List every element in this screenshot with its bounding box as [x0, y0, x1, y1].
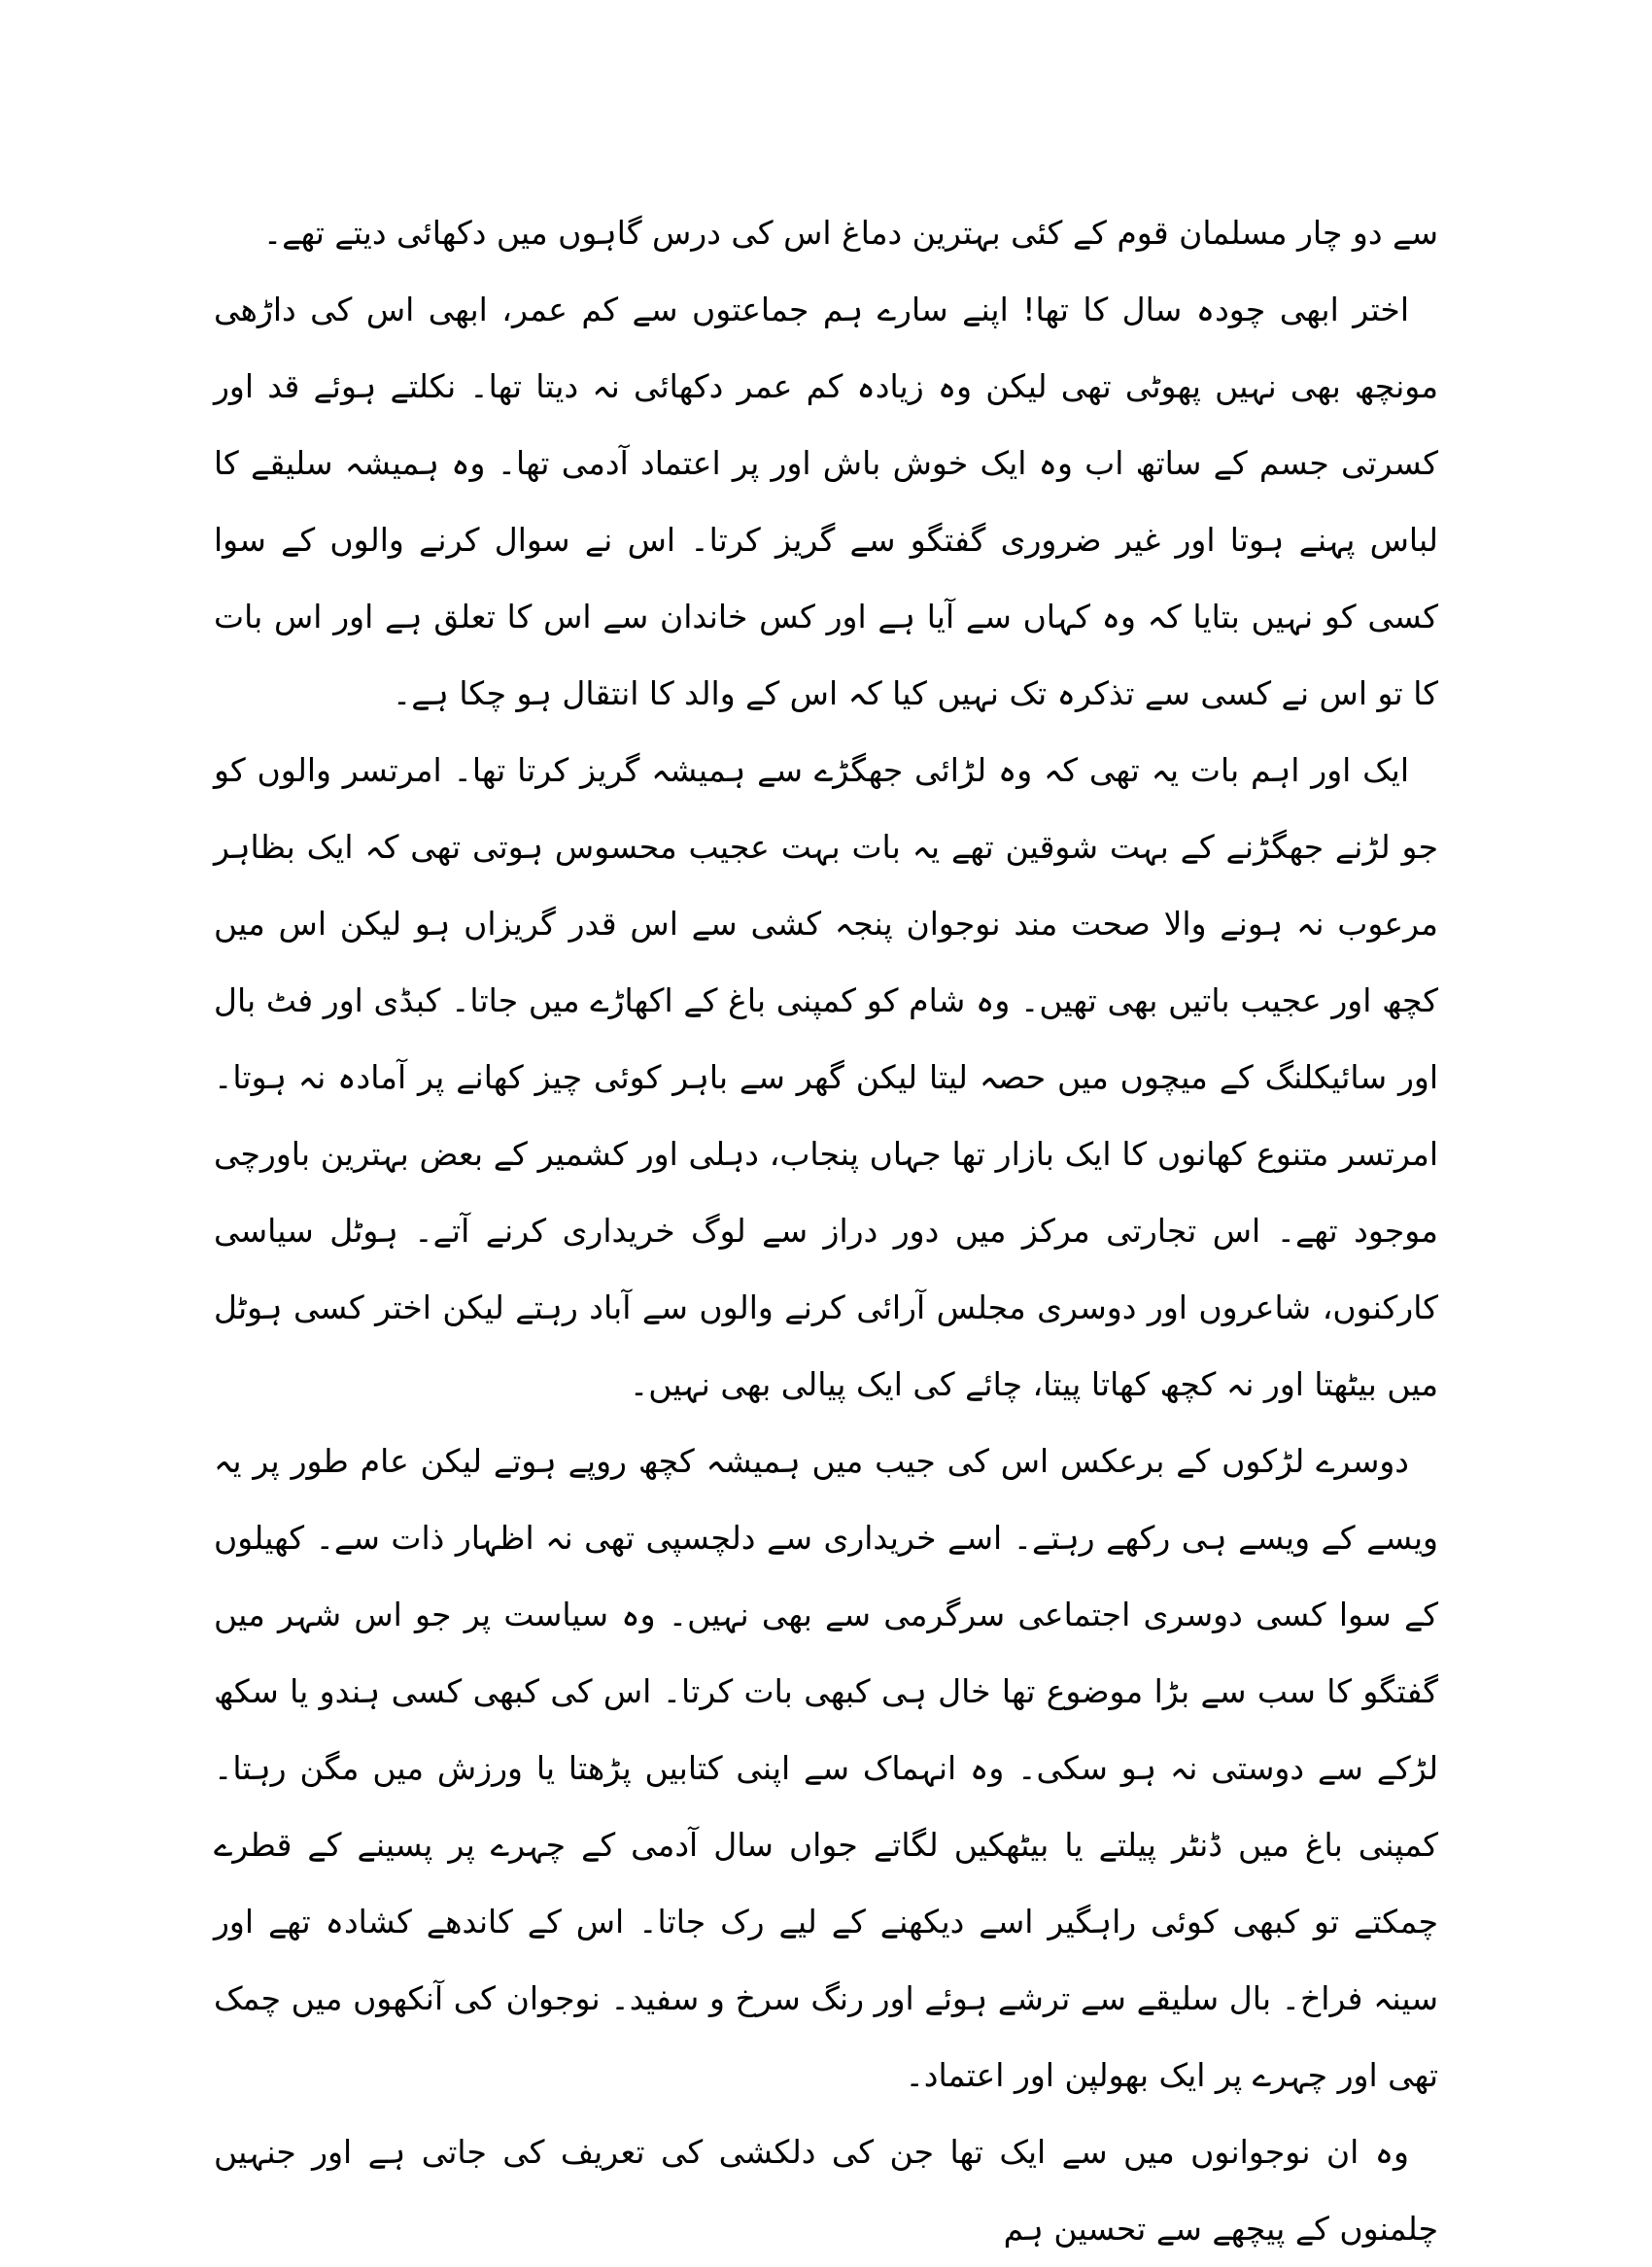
paragraph-4: دوسرے لڑکوں کے برعکس اس کی جیب میں ہمیشہ کچھ روپے ہوتے لیکن عام طور پر یہ ویسے کے ویسے ہی رکھے رہتے۔ اسے خریداری سے دلچسپی تھی نہ اظہار ذات سے۔ کھیلوں کے سوا کسی دوسری اجتماعی سرگرمی سے بھی نہیں۔ وہ سیاست پر جو اس شہر میں گفتگو کا سب سے بڑا موضوع تھا خال ہی کبھی بات کرتا۔ اس کی کبھی کسی ہندو یا سکھ لڑکے سے دوستی نہ ہو سکی۔ وہ انہماک سے اپنی کتابیں پڑھتا یا ورزش میں مگن رہتا۔ کمپنی باغ میں ڈنٹر پیلتے یا بیٹھکیں لگاتے جواں سال آدمی کے چہرے پر پسینے کے قطرے چمکتے تو کبھی کوئی راہگیر اسے دیکھنے کے لیے رک جاتا۔ اس کے کاندھے کشادہ تھے اور سینہ فراخ۔ بال سلیقے سے ترشے ہوئے اور رنگ سرخ و سفید۔ نوجوان کی آنکھوں میں چمک تھی اور چہرے پر ایک بھولپن اور اعتماد۔	[214, 1442, 1438, 2094]
paragraph-2: اختر ابھی چودہ سال کا تھا! اپنے سارے ہم جماعتوں سے کم عمر، ابھی اس کی داڑھی مونچھ بھی نہیں پھوٹی تھی لیکن وہ زیادہ کم عمر دکھائی نہ دیتا تھا۔ نکلتے ہوئے قد اور کسرتی جسم کے ساتھ اب وہ ایک خوش باش اور پر اعتماد آدمی تھا۔ وہ ہمیشہ سلیقے کا لباس پہنے ہوتا اور غیر ضروری گفتگو سے گریز کرتا۔ اس نے سوال کرنے والوں کے سوا کسی کو نہیں بتایا کہ وہ کہاں سے آیا ہے اور کس خاندان سے اس کا تعلق ہے اور اس بات کا تو اس نے کسی سے تذکرہ تک نہیں کیا کہ اس کے والد کا انتقال ہو چکا ہے۔	[214, 291, 1438, 712]
body-text	[214, 194, 1438, 2267]
paragraph-5: وہ ان نوجوانوں میں سے ایک تھا جن کی دلکشی کی تعریف کی جاتی ہے اور جنہیں چلمنوں کے پیچھے سے تحسین ہم	[214, 2133, 1438, 2248]
paragraph-3: ایک اور اہم بات یہ تھی کہ وہ لڑائی جھگڑے سے ہمیشہ گریز کرتا تھا۔ امرتسر والوں کو جو لڑنے جھگڑنے کے بہت شوقین تھے یہ بات بہت عجیب محسوس ہوتی تھی کہ ایک بظاہر مرعوب نہ ہونے والا صحت مند نوجوان پنجہ کشی سے اس قدر گریزاں ہو لیکن اس میں کچھ اور عجیب باتیں بھی تھیں۔ وہ شام کو کمپنی باغ کے اکھاڑے میں جاتا۔ کبڈی اور فٹ بال اور سائیکلنگ کے میچوں میں حصہ لیتا لیکن گھر سے باہر کوئی چیز کھانے پر آمادہ نہ ہوتا۔ امرتسر متنوع کھانوں کا ایک بازار تھا جہاں پنجاب، دہلی اور کشمیر کے بعض بہترین باورچی موجود تھے۔ اس تجارتی مرکز میں دور دراز سے لوگ خریداری کرنے آتے۔ ہوٹل سیاسی کارکنوں، شاعروں اور دوسری مجلس آرائی کرنے والوں سے آباد رہتے لیکن اختر کسی ہوٹل میں بیٹھتا اور نہ کچھ کھاتا پیتا، چائے کی ایک پیالی بھی نہیں۔	[214, 751, 1438, 1403]
paragraph-1: سے دو چار مسلمان قوم کے کئی بہترین دماغ اس کی درس گاہوں میں دکھائی دیتے تھے۔	[262, 214, 1438, 252]
